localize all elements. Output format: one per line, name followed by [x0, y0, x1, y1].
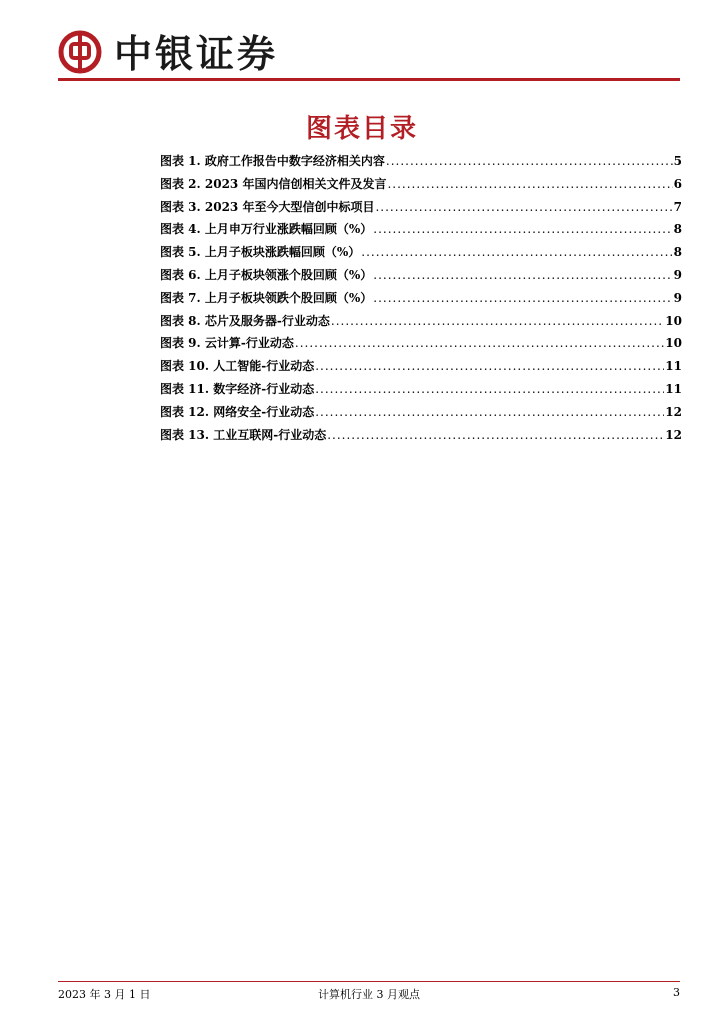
- toc-entry-label: 图表 5. 上月子板块涨跌幅回顾（%）: [160, 245, 361, 260]
- toc-entry-page: 9: [673, 267, 682, 282]
- toc-entry[interactable]: [160, 266, 682, 289]
- toc-entry-label: 图表 6. 上月子板块领涨个股回顾（%）: [160, 267, 373, 282]
- toc-entry-page: 10: [665, 336, 682, 351]
- bank-logo-icon: [58, 30, 102, 74]
- toc-entry-label: 图表 9. 云计算-行业动态: [160, 336, 294, 351]
- toc-entry-page: 5: [673, 154, 682, 168]
- toc-entry[interactable]: [160, 357, 682, 380]
- footer-date: 2023 年 3 月 1 日: [58, 988, 151, 1001]
- toc-entry-page: 12: [665, 427, 682, 442]
- toc-entry[interactable]: [160, 312, 682, 335]
- toc-leader-dots: [315, 382, 664, 396]
- toc-entry-page: 9: [673, 290, 682, 305]
- toc-entry-page: 6: [673, 176, 682, 191]
- toc-entry[interactable]: [160, 243, 682, 266]
- toc-entry[interactable]: [160, 289, 682, 312]
- toc-entry[interactable]: [160, 175, 682, 198]
- toc-leader-dots: [315, 405, 664, 419]
- toc-entry-label: 图表 7. 上月子板块领跌个股回顾（%）: [160, 290, 373, 305]
- toc-entry-page: 7: [673, 199, 682, 214]
- toc-entry[interactable]: [160, 152, 682, 175]
- toc-leader-dots: [386, 154, 673, 168]
- brand-name: 中银证券: [114, 32, 279, 76]
- toc-leader-dots: [373, 291, 672, 305]
- page-footer: [58, 986, 680, 1002]
- toc-entry[interactable]: [160, 426, 682, 449]
- toc-entry-label: 图表 8. 芯片及服务器-行业动态: [160, 313, 330, 328]
- toc-leader-dots: [315, 359, 664, 373]
- toc-entry-label: 图表 2. 2023 年国内信创相关文件及发言: [160, 176, 387, 191]
- footer-report-name: 计算机行业 3 月观点: [318, 988, 420, 1001]
- toc-entry-label: 图表 4. 上月申万行业涨跌幅回顾（%）: [160, 222, 373, 237]
- toc-entry[interactable]: [160, 220, 682, 243]
- toc-entry-page: 8: [673, 245, 682, 260]
- footer-page-number: 3: [673, 986, 680, 999]
- toc-entry[interactable]: [160, 334, 682, 357]
- toc-entry-label: 图表 1. 政府工作报告中数字经济相关内容: [160, 154, 385, 168]
- footer-divider: [58, 981, 680, 982]
- toc-list: [160, 152, 682, 448]
- toc-entry-label: 图表 12. 网络安全-行业动态: [160, 404, 315, 419]
- toc-leader-dots: [387, 177, 672, 191]
- toc-entry-page: 11: [665, 359, 682, 374]
- toc-leader-dots: [295, 336, 664, 350]
- toc-entry-page: 12: [665, 404, 682, 419]
- toc-entry-label: 图表 11. 数字经济-行业动态: [160, 381, 315, 396]
- page-header: [58, 30, 680, 82]
- toc-leader-dots: [373, 268, 672, 282]
- toc-entry[interactable]: [160, 380, 682, 403]
- toc-entry-page: 8: [673, 222, 682, 237]
- toc-leader-dots: [373, 222, 672, 236]
- toc-entry[interactable]: [160, 198, 682, 221]
- toc-leader-dots: [361, 245, 672, 259]
- toc-entry-page: 10: [665, 313, 682, 328]
- header-divider: [58, 78, 680, 81]
- toc-title: 图表目录: [305, 114, 418, 144]
- toc-entry-page: 11: [665, 381, 682, 396]
- toc-entry[interactable]: [160, 403, 682, 426]
- toc-entry-label: 图表 3. 2023 年至今大型信创中标项目: [160, 199, 375, 214]
- toc-leader-dots: [375, 200, 672, 214]
- toc-leader-dots: [327, 428, 664, 442]
- toc-entry-label: 图表 10. 人工智能-行业动态: [160, 359, 315, 374]
- toc-leader-dots: [331, 314, 664, 328]
- toc-entry-label: 图表 13. 工业互联网-行业动态: [160, 427, 327, 442]
